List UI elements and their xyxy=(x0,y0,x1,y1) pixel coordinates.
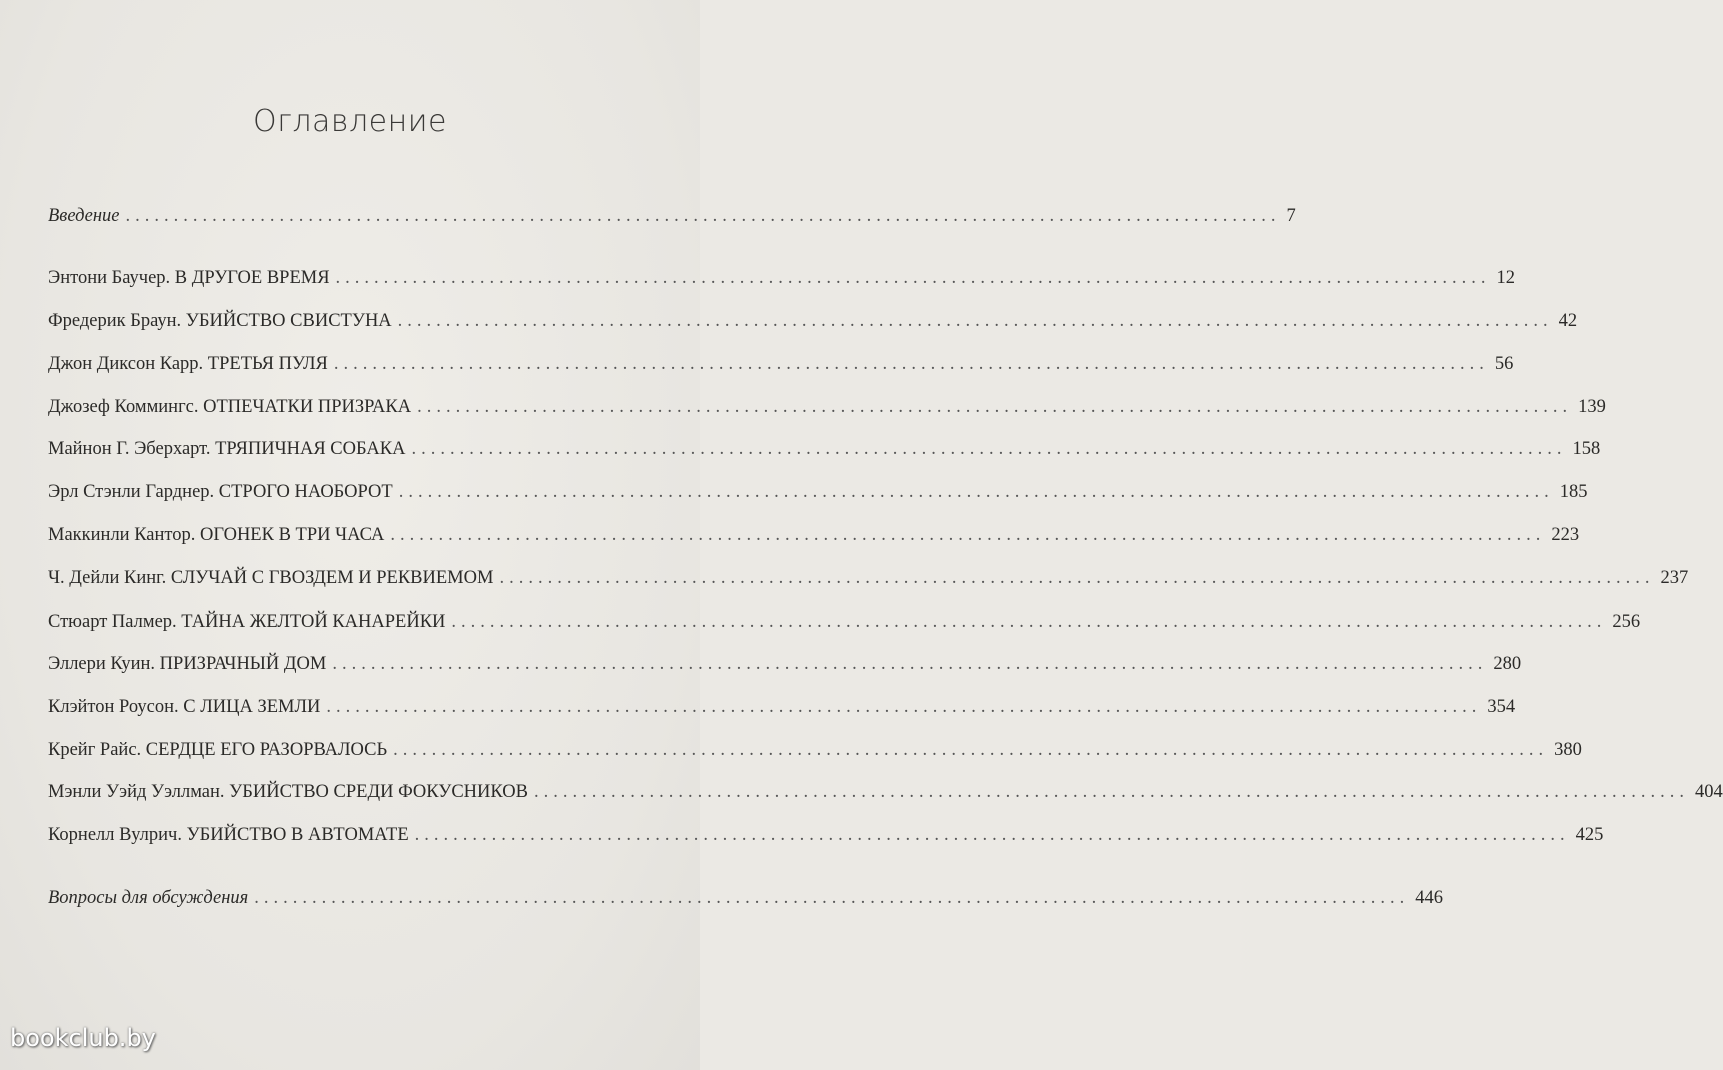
page-title: Оглавление xyxy=(253,104,447,139)
toc-entry xyxy=(48,482,1588,508)
toc-entry-page-number: 139 xyxy=(1578,397,1606,417)
toc-entry-label: Введение xyxy=(48,206,120,226)
toc-entry xyxy=(48,568,1689,594)
toc-entry-page-number: 223 xyxy=(1551,525,1580,545)
dot-leader: ........................................................................................................................ xyxy=(451,612,1607,632)
dot-leader: ........................................................................................................................ xyxy=(398,482,1554,502)
toc-entry-label: Маккинли Кантор. ОГОНЕК В ТРИ ЧАСА xyxy=(48,525,385,545)
toc-entry-page-number: 446 xyxy=(1415,888,1443,908)
dot-leader: ........................................................................................................................ xyxy=(397,311,1553,331)
toc-entry-page-number: 158 xyxy=(1572,439,1601,459)
toc-entry-label: Майнон Г. Эберхарт. ТРЯПИЧНАЯ СОБАКА xyxy=(48,439,406,459)
toc-entry-label: Ч. Дейли Кинг. СЛУЧАЙ С ГВОЗДЕМ И РЕКВИЕМОМ xyxy=(48,568,494,588)
dot-leader: ........................................................................................................................ xyxy=(125,206,1281,226)
toc-entry-page-number: 280 xyxy=(1493,654,1522,674)
toc-entry xyxy=(48,888,1443,914)
dot-leader: ........................................................................................................................ xyxy=(335,268,1491,288)
toc-entry-label: Вопросы для обсуждения xyxy=(48,888,249,908)
toc-entry-label: Крейг Райс. СЕРДЦЕ ЕГО РАЗОРВАЛОСЬ xyxy=(48,740,388,760)
dot-leader: ........................................................................................................................ xyxy=(533,782,1689,802)
dot-leader: ........................................................................................................................ xyxy=(333,354,1489,374)
toc-entry-label: Эрл Стэнли Гарднер. СТРОГО НАОБОРОТ xyxy=(48,482,393,502)
toc-entry xyxy=(48,782,1723,808)
toc-entry xyxy=(48,268,1516,294)
dot-leader: ........................................................................................................................ xyxy=(417,397,1573,417)
toc-entry-page-number: 56 xyxy=(1494,354,1514,374)
dot-leader: ........................................................................................................................ xyxy=(414,825,1570,845)
dot-leader: ........................................................................................................................ xyxy=(393,740,1549,760)
toc-entry-page-number: 354 xyxy=(1487,697,1516,717)
toc-entry-label: Мэнли Уэйд Уэллман. УБИЙСТВО СРЕДИ ФОКУСНИКОВ xyxy=(48,782,528,802)
watermark: bookclub.by xyxy=(10,1024,156,1052)
toc-entry-label: Корнелл Вулрич. УБИЙСТВО В АВТОМАТЕ xyxy=(48,825,409,845)
dot-leader: ........................................................................................................................ xyxy=(254,888,1410,908)
toc-entry-label: Клэйтон Роусон. С ЛИЦА ЗЕМЛИ xyxy=(48,697,321,717)
toc-entry xyxy=(48,740,1582,766)
toc-entry-label: Джозеф Коммингс. ОТПЕЧАТКИ ПРИЗРАКА xyxy=(48,397,412,417)
toc-entry-page-number: 7 xyxy=(1286,206,1296,226)
dot-leader: ........................................................................................................................ xyxy=(499,568,1655,588)
toc-entry-page-number: 425 xyxy=(1575,825,1604,845)
toc-entry-page-number: 404 xyxy=(1694,782,1723,802)
toc-entry-label: Энтони Баучер. В ДРУГОЕ ВРЕМЯ xyxy=(48,268,330,288)
dot-leader: ........................................................................................................................ xyxy=(390,525,1546,545)
toc-entry-page-number: 237 xyxy=(1660,568,1689,588)
toc-entry xyxy=(48,825,1604,851)
toc-entry-page-number: 256 xyxy=(1612,612,1641,632)
toc-entry xyxy=(48,206,1296,232)
toc-entry-label: Эллери Куин. ПРИЗРАЧНЫЙ ДОМ xyxy=(48,654,327,674)
toc-entry-label: Стюарт Палмер. ТАЙНА ЖЕЛТОЙ КАНАРЕЙКИ xyxy=(48,612,446,632)
toc-entry-page-number: 185 xyxy=(1559,482,1588,502)
toc-entry xyxy=(48,612,1641,638)
dot-leader: ........................................................................................................................ xyxy=(326,697,1482,717)
toc-entry xyxy=(48,697,1516,723)
toc-entry-page-number: 42 xyxy=(1558,311,1578,331)
toc-entry xyxy=(48,439,1601,465)
toc-entry-page-number: 380 xyxy=(1554,740,1582,760)
toc-entry xyxy=(48,397,1606,423)
toc-entry xyxy=(48,525,1580,551)
dot-leader: ........................................................................................................................ xyxy=(411,439,1567,459)
toc-entry xyxy=(48,654,1522,680)
toc-entry-page-number: 12 xyxy=(1496,268,1516,288)
toc-entry-label: Джон Диксон Карр. ТРЕТЬЯ ПУЛЯ xyxy=(48,354,328,374)
dot-leader: ........................................................................................................................ xyxy=(332,654,1488,674)
toc-entry xyxy=(48,311,1578,337)
toc-entry-label: Фредерик Браун. УБИЙСТВО СВИСТУНА xyxy=(48,311,392,331)
toc-entry xyxy=(48,354,1514,380)
